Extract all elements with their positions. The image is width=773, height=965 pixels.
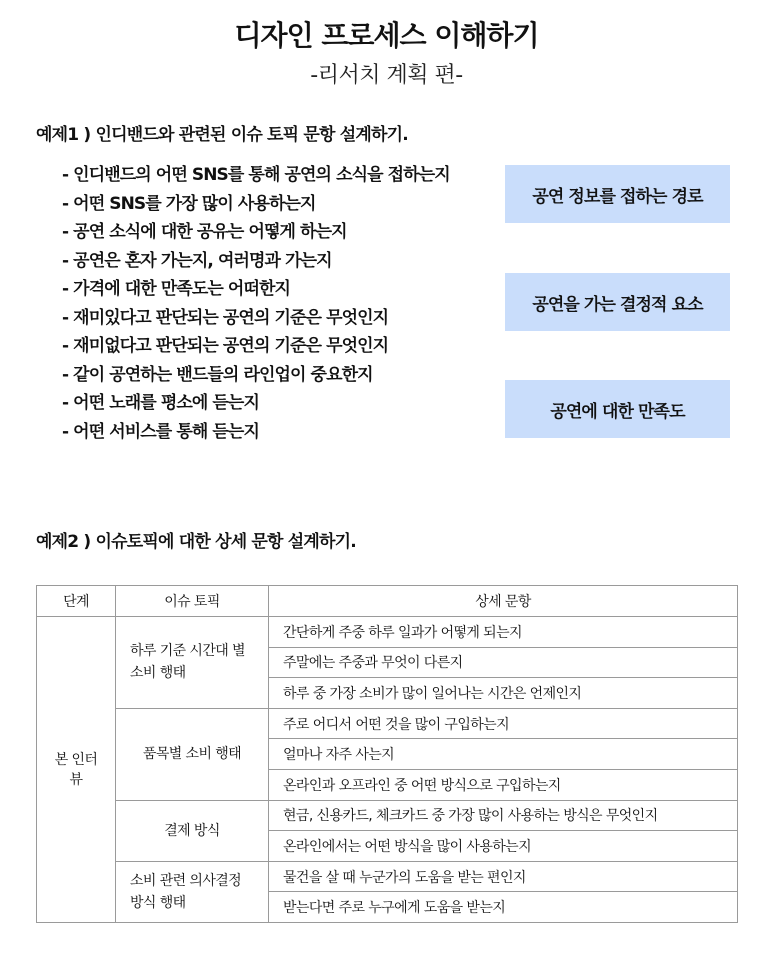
question-cell: 온라인에서는 어떤 방식을 많이 사용하는지 (269, 831, 738, 862)
table-row (37, 708, 738, 739)
example1-question-list (62, 161, 450, 446)
question-item: - 어떤 서비스를 통해 듣는지 (62, 421, 259, 442)
question-cell: 얼마나 자주 사는지 (269, 739, 738, 770)
question-cell: 주로 어디서 어떤 것을 많이 구입하는지 (269, 708, 738, 739)
table-row (37, 861, 738, 892)
question-cell: 현금, 신용카드, 체크카드 중 가장 많이 사용하는 방식은 무엇인지 (269, 800, 738, 831)
question-item: - 어떤 노래를 평소에 듣는지 (62, 393, 259, 413)
column-header-detail: 상세 문항 (269, 586, 738, 617)
question-cell: 물건을 살 때 누군가의 도움을 받는 편인지 (269, 861, 738, 892)
topic-box-satisfaction: 공연에 대한 만족도 (505, 380, 730, 438)
topic-cell: 결제 방식 (116, 800, 269, 861)
question-cell: 주말에는 주중과 무엇이 다른지 (269, 647, 738, 678)
topic-cell: 하루 기준 시간대 별 소비 행태 (116, 617, 269, 709)
detail-question-table (36, 585, 738, 923)
question-cell: 하루 중 가장 소비가 많이 일어나는 시간은 언제인지 (269, 678, 738, 709)
question-item: - 재미있다고 판단되는 공연의 기준은 무엇인지 (62, 307, 389, 328)
topic-box-info-channel: 공연 정보를 접하는 경로 (505, 165, 730, 223)
question-cell: 받는다면 주로 누구에게 도움을 받는지 (269, 892, 738, 923)
question-item: - 재미없다고 판단되는 공연의 기준은 무엇인지 (62, 336, 389, 356)
table-row (37, 617, 738, 648)
question-cell: 간단하게 주중 하루 일과가 어떻게 되는지 (269, 617, 738, 648)
page-subtitle: -리서치 계획 편- (310, 63, 463, 88)
table-row (37, 800, 738, 831)
topic-box-decision-factor: 공연을 가는 결정적 요소 (505, 273, 730, 331)
question-item: - 같이 공연하는 밴드들의 라인업이 중요한지 (62, 364, 373, 385)
page-title: 디자인 프로세스 이해하기 (234, 19, 539, 52)
topic-cell: 품목별 소비 행태 (116, 708, 269, 800)
example2-heading: 예제2 ) 이슈토픽에 대한 상세 문항 설계하기. (36, 532, 356, 552)
stage-cell: 본 인터뷰 (37, 617, 116, 923)
question-item: - 어떤 SNS를 가장 많이 사용하는지 (62, 193, 316, 214)
topic-cell: 소비 관련 의사결정 방식 행태 (116, 861, 269, 922)
question-cell: 온라인과 오프라인 중 어떤 방식으로 구입하는지 (269, 769, 738, 800)
question-item: - 공연은 혼자 가는지, 여러명과 가는지 (62, 250, 332, 271)
column-header-stage: 단계 (37, 586, 116, 617)
column-header-topic: 이슈 토픽 (116, 586, 269, 617)
question-item: - 가격에 대한 만족도는 어떠한지 (62, 279, 291, 299)
question-item: - 공연 소식에 대한 공유는 어떻게 하는지 (62, 222, 347, 242)
question-item: - 인디밴드의 어떤 SNS를 통해 공연의 소식을 접하는지 (62, 165, 450, 185)
example1-heading: 예제1 ) 인디밴드와 관련된 이슈 토픽 문항 설계하기. (36, 125, 408, 145)
table-header-row (37, 586, 738, 617)
